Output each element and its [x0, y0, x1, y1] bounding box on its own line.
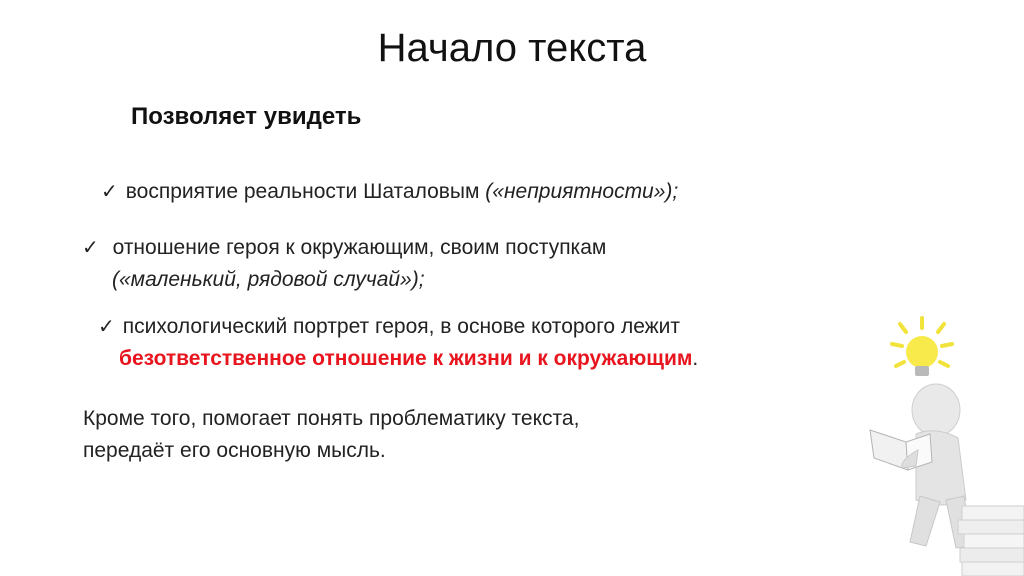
book-stack-icon — [958, 506, 1024, 576]
bullet-text: отношение героя к окружающим, своим поступкам — [106, 236, 607, 259]
lightbulb-icon — [906, 336, 938, 376]
slide-title: Начало текста — [377, 26, 647, 70]
slide-subtitle: Позволяет увидеть — [131, 103, 362, 130]
bullet-second-line — [98, 343, 698, 375]
paragraph-line-1: Кроме того, помогает понять проблематику текста, — [83, 407, 580, 430]
checkmark-icon: ✓ — [82, 237, 99, 259]
reading-figure-with-lightbulb-icon — [860, 310, 1024, 576]
bullet-text: психологический портрет героя, в основе которого лежит — [122, 315, 681, 338]
bullet-item-1 — [101, 176, 678, 208]
bullet-italic-text: («неприятности»); — [485, 180, 679, 203]
bullet-text: восприятие реальности Шаталовым — [125, 180, 486, 203]
figure-head — [912, 384, 960, 436]
checkmark-icon: ✓ — [98, 316, 115, 338]
bullet-italic-text: («маленький, рядовой случай»); — [112, 268, 425, 291]
bullet-item-3 — [98, 311, 698, 375]
checkmark-icon: ✓ — [101, 181, 118, 203]
paragraph-line-2: передаёт его основную мысль. — [83, 439, 386, 462]
highlighted-text: безответственное отношение к жизни и к окружающим — [119, 347, 693, 370]
bullet-end-punct: . — [692, 347, 699, 370]
bullet-item-2 — [82, 232, 606, 296]
summary-paragraph — [83, 403, 579, 467]
